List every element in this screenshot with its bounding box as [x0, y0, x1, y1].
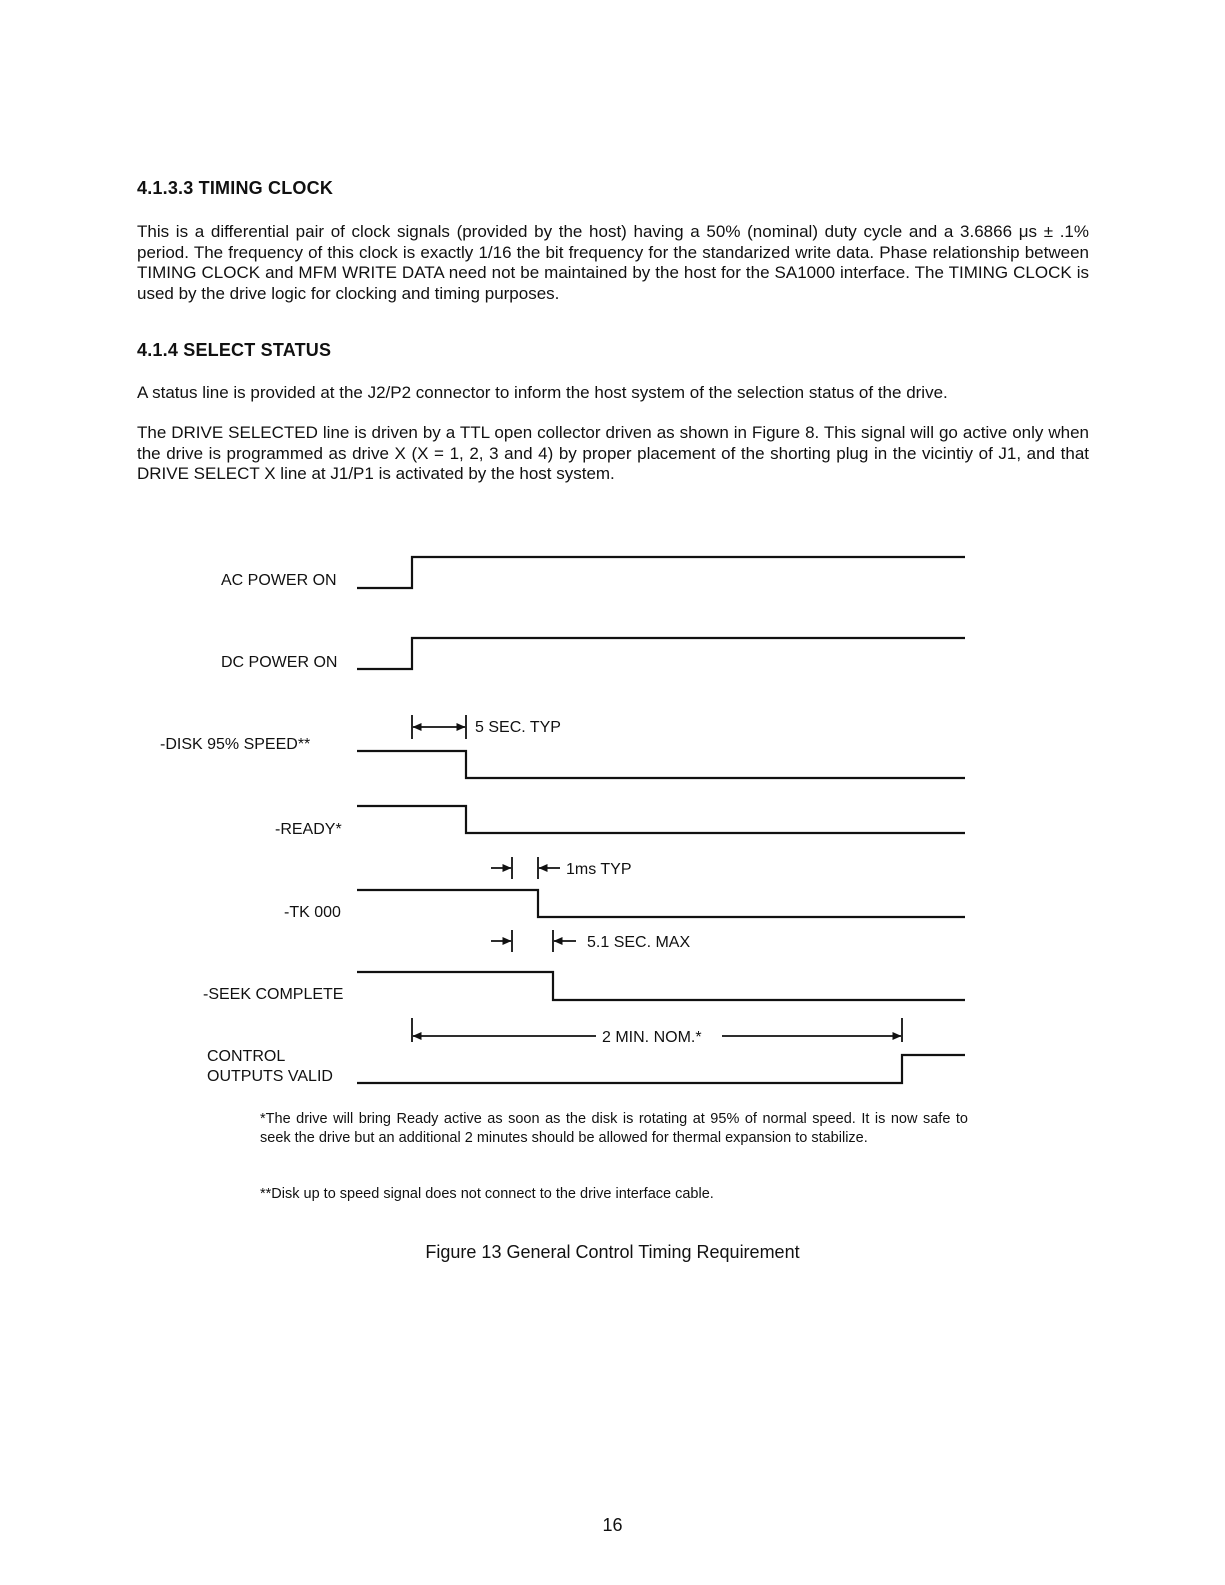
footnote-ready: *The drive will bring Ready active as soon as the disk is rotating at 95% of normal speed. It is now safe to seek the drive but an additional 2 minutes should be allowed for thermal expansion to stabilize. [260, 1111, 968, 1146]
select-status-paragraph-1: A status line is provided at the J2/P2 connector to inform the host system of the selection status of the drive. [137, 383, 948, 402]
signal-label-control-line1: CONTROL [207, 1048, 286, 1065]
signal-label-dc-power-on: DC POWER ON [221, 654, 338, 671]
signal-label-tk000: -TK 000 [284, 904, 341, 921]
waveform-disk-speed [357, 751, 965, 778]
annotation-1ms-typ: 1ms TYP [566, 861, 632, 878]
section-heading-timing-clock: 4.1.3.3 TIMING CLOCK [137, 178, 334, 198]
waveform-ac-power-on [357, 557, 965, 588]
signal-label-control-line2: OUTPUTS VALID [207, 1068, 333, 1085]
figure-caption: Figure 13 General Control Timing Requirement [425, 1242, 800, 1262]
signal-label-disk-speed: -DISK 95% SPEED** [160, 736, 311, 753]
signal-label-seek-complete: -SEEK COMPLETE [203, 986, 344, 1003]
select-status-paragraph-2: The DRIVE SELECTED line is driven by a TTL open collector driven as shown in Figure 8. This signal will go active only when the drive is programmed as drive X (X = 1, 2, 3 and 4) by proper placement of the shorting plug in the vicintiy of J1, and that DRIVE SELECT X line at J1/P1 is activated by the host system. [137, 423, 1089, 483]
timing-clock-paragraph: This is a differential pair of clock signals (provided by the host) having a 50% (nominal) duty cycle and a 3.6866 μs ± .1% period. The frequency of this clock is exactly 1/16 the bit frequency for the standarized write data. Phase relationship between TIMING CLOCK and MFM WRITE DATA need not be maintained by the host for the SA1000 interface. The TIMING CLOCK is used by the drive logic for clocking and timing purposes. [137, 222, 1089, 303]
footnote-disk-speed: **Disk up to speed signal does not connect to the drive interface cable. [260, 1186, 714, 1202]
section-heading-select-status: 4.1.4 SELECT STATUS [137, 340, 332, 360]
annotation-5-sec-typ: 5 SEC. TYP [475, 719, 561, 736]
waveform-seek-complete [357, 972, 965, 1000]
signal-label-ready: -READY* [275, 821, 342, 838]
waveform-tk000 [357, 890, 965, 917]
annotation-5-1-sec-max: 5.1 SEC. MAX [587, 934, 691, 951]
waveform-control-outputs [357, 1055, 965, 1083]
page-number: 16 [602, 1515, 623, 1535]
waveform-ready [357, 806, 965, 833]
waveform-dc-power-on [357, 638, 965, 669]
signal-label-ac-power-on: AC POWER ON [221, 572, 337, 589]
annotation-2-min-nom: 2 MIN. NOM.* [602, 1029, 702, 1046]
